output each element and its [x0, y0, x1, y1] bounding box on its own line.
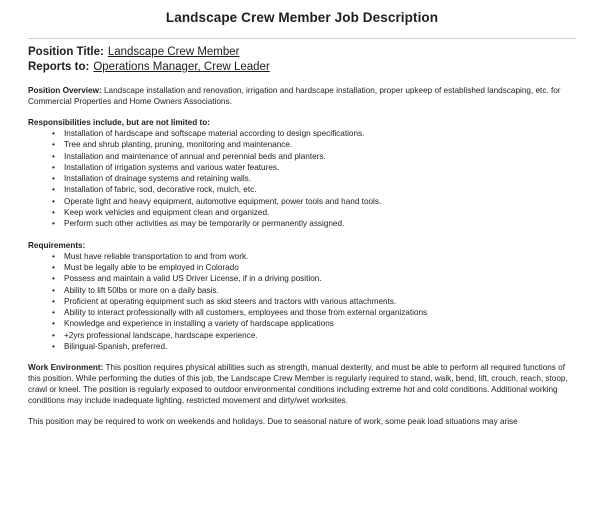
bullet-icon: •	[52, 296, 55, 306]
bullet-icon: •	[52, 285, 55, 295]
list-item-text: Ability to interact professionally with all customers, employees and those from external organizations	[64, 308, 428, 318]
bullet-icon: •	[52, 262, 55, 272]
list-item	[52, 162, 576, 173]
position-title-value: Landscape Crew Member	[107, 46, 240, 58]
list-item	[52, 184, 576, 195]
position-overview-label: Position Overview:	[28, 86, 102, 95]
responsibilities-list	[28, 128, 576, 230]
list-item	[52, 318, 576, 329]
requirements-heading: Requirements:	[28, 240, 86, 250]
position-title-row	[28, 45, 576, 60]
list-item	[52, 196, 576, 207]
bullet-icon: •	[52, 174, 55, 184]
list-item-text: Tree and shrub planting, pruning, monitoring and maintenance.	[64, 140, 293, 150]
list-item	[52, 151, 576, 162]
list-item	[52, 296, 576, 307]
list-item	[52, 285, 576, 296]
list-item	[52, 307, 576, 318]
list-item-text: Knowledge and experience in installing a variety of hardscape applications	[64, 319, 334, 329]
list-item-text: Ability to lift 50lbs or more on a daily basis.	[64, 285, 219, 295]
position-overview	[28, 85, 576, 107]
list-item-text: Must have reliable transportation to and from work.	[64, 251, 249, 261]
list-item-text: Bilingual-Spanish, preferred.	[64, 342, 168, 352]
bullet-icon: •	[52, 196, 55, 206]
work-environment-label: Work Environment:	[28, 363, 104, 373]
list-item	[52, 341, 576, 352]
bullet-icon: •	[52, 129, 55, 138]
list-item	[52, 139, 576, 150]
work-environment	[28, 362, 576, 406]
bullet-icon: •	[52, 219, 55, 229]
list-item-text: Installation of hardscape and softscape material according to design specifications.	[64, 129, 365, 138]
list-item-text: +2yrs professional landscape, hardscape experience.	[64, 330, 258, 340]
reports-to-label: Reports to:	[28, 61, 90, 73]
bullet-icon: •	[52, 319, 55, 329]
list-item	[52, 273, 576, 284]
bullet-icon: •	[52, 330, 55, 340]
list-item	[52, 207, 576, 218]
bullet-icon: •	[52, 185, 55, 195]
bullet-icon: •	[52, 162, 55, 172]
bullet-icon: •	[52, 274, 55, 284]
list-item-text: Installation and maintenance of annual and perennial beds and planters.	[64, 151, 326, 161]
position-overview-text: Landscape installation and renovation, irrigation and hardscape installation, proper upkeep of established landscaping, etc. for Commercial Properties and Home Owners Associations.	[28, 86, 561, 106]
list-item-text: Perform such other activities as may be temporarily or permanently assigned.	[64, 219, 345, 229]
closing-note: This position may be required to work on weekends and holidays. Due to seasonal nature of work, some peak load situations may arise	[28, 417, 518, 427]
list-item-text: Installation of fabric, sod, decorative rock, mulch, etc.	[64, 185, 257, 195]
title-divider	[28, 38, 576, 39]
list-item	[52, 128, 576, 139]
list-item	[52, 251, 576, 262]
bullet-icon: •	[52, 140, 55, 150]
list-item-text: Must be legally able to be employed in Colorado	[64, 262, 239, 272]
reports-to-row	[28, 60, 576, 75]
list-item-text: Proficient at operating equipment such as skid steers and tractors with various attachments.	[64, 296, 397, 306]
work-environment-text: This position requires physical abilities such as strength, manual dexterity, and must be able to perform all required functions of this position. While performing the duties of this job, the Landscape Crew Member is regularly required to stand, walk, bend, lift, crouch, reach, stoop, crawl or kneel. The position is regularly exposed to outdoor environmental conditions including extreme hot and cold conditions. Additional working conditions may include inadequate lighting, restricted movement and dirty/wet worksites.	[28, 363, 568, 406]
bullet-icon: •	[52, 208, 55, 218]
bullet-icon: •	[52, 151, 55, 161]
list-item-text: Installation of irrigation systems and various water features.	[64, 162, 280, 172]
list-item	[52, 173, 576, 184]
list-item	[52, 330, 576, 341]
list-item-text: Possess and maintain a valid US Driver License, if in a driving position.	[64, 274, 322, 284]
bullet-icon: •	[52, 342, 55, 352]
responsibilities-heading: Responsibilities include, but are not limited to:	[28, 118, 210, 127]
reports-to-value: Operations Manager, Crew Leader	[93, 61, 270, 73]
position-title-label: Position Title:	[28, 46, 104, 58]
list-item	[52, 262, 576, 273]
document-title: Landscape Crew Member Job Description	[165, 10, 439, 25]
bullet-icon: •	[52, 251, 55, 261]
list-item	[52, 218, 576, 229]
list-item-text: Installation of drainage systems and retaining walls.	[64, 174, 252, 184]
list-item-text: Operate light and heavy equipment, automotive equipment, power tools and hand tools.	[64, 196, 382, 206]
requirements-list	[28, 251, 576, 353]
list-item-text: Keep work vehicles and equipment clean and organized.	[64, 208, 270, 218]
bullet-icon: •	[52, 308, 55, 318]
